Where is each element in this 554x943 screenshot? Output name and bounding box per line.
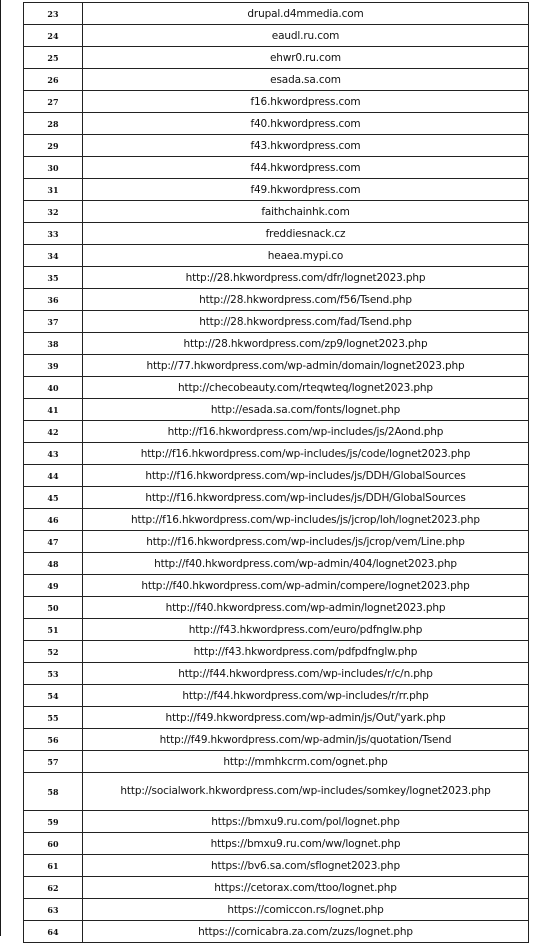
table-row	[24, 531, 529, 553]
row-url: https://bmxu9.ru.com/pol/lognet.php	[83, 811, 529, 833]
row-url: http://esada.sa.com/fonts/lognet.php	[83, 399, 529, 421]
table-row	[24, 25, 529, 47]
table-row	[24, 91, 529, 113]
table-row	[24, 685, 529, 707]
table-row	[24, 3, 529, 25]
row-number: 62	[24, 877, 83, 899]
row-url: http://f40.hkwordpress.com/wp-admin/lognet2023.php	[83, 597, 529, 619]
table-row	[24, 663, 529, 685]
row-number: 41	[24, 399, 83, 421]
table-row	[24, 751, 529, 773]
row-url: esada.sa.com	[83, 69, 529, 91]
row-url: http://77.hkwordpress.com/wp-admin/domain/lognet2023.php	[83, 355, 529, 377]
row-url: http://f49.hkwordpress.com/wp-admin/js/quotation/Tsend	[83, 729, 529, 751]
row-url: drupal.d4mmedia.com	[83, 3, 529, 25]
row-url: http://f40.hkwordpress.com/wp-admin/compere/lognet2023.php	[83, 575, 529, 597]
row-number: 59	[24, 811, 83, 833]
row-number: 30	[24, 157, 83, 179]
row-number: 50	[24, 597, 83, 619]
row-url: https://bv6.sa.com/sflognet2023.php	[83, 855, 529, 877]
url-table-body	[24, 3, 529, 943]
row-url: f49.hkwordpress.com	[83, 179, 529, 201]
table-row	[24, 855, 529, 877]
row-url: http://checobeauty.com/rteqwteq/lognet2023.php	[83, 377, 529, 399]
table-row	[24, 333, 529, 355]
row-number: 40	[24, 377, 83, 399]
row-url: f40.hkwordpress.com	[83, 113, 529, 135]
row-number: 52	[24, 641, 83, 663]
row-number: 26	[24, 69, 83, 91]
table-row	[24, 267, 529, 289]
table-row	[24, 707, 529, 729]
row-number: 44	[24, 465, 83, 487]
table-row	[24, 69, 529, 91]
row-number: 25	[24, 47, 83, 69]
row-url: http://f44.hkwordpress.com/wp-includes/r/c/n.php	[83, 663, 529, 685]
row-url: freddiesnack.cz	[83, 223, 529, 245]
row-url: http://f43.hkwordpress.com/euro/pdfnglw.php	[83, 619, 529, 641]
row-number: 63	[24, 899, 83, 921]
table-row	[24, 47, 529, 69]
table-row	[24, 245, 529, 267]
table-row	[24, 377, 529, 399]
row-url: http://f16.hkwordpress.com/wp-includes/js/DDH/GlobalSources	[83, 465, 529, 487]
page-left-edge	[0, 0, 1, 936]
row-url: http://28.hkwordpress.com/zp9/lognet2023.php	[83, 333, 529, 355]
table-row	[24, 179, 529, 201]
row-url	[83, 773, 529, 811]
table-row	[24, 619, 529, 641]
row-url: http://f16.hkwordpress.com/wp-includes/js/jcrop/loh/lognet2023.php	[83, 509, 529, 531]
row-number: 48	[24, 553, 83, 575]
row-number: 37	[24, 311, 83, 333]
row-number: 27	[24, 91, 83, 113]
row-url: http://f16.hkwordpress.com/wp-includes/js/code/lognet2023.php	[83, 443, 529, 465]
row-number: 54	[24, 685, 83, 707]
row-number: 60	[24, 833, 83, 855]
row-url: http://28.hkwordpress.com/dfr/lognet2023.php	[83, 267, 529, 289]
row-url: f44.hkwordpress.com	[83, 157, 529, 179]
row-number: 58	[24, 773, 83, 811]
table-row	[24, 575, 529, 597]
table-row	[24, 311, 529, 333]
row-url-text: http://socialwork.hkwordpress.com/wp-includes/somkey/lognet2023.php	[120, 785, 491, 797]
row-number: 39	[24, 355, 83, 377]
row-number: 36	[24, 289, 83, 311]
row-number: 33	[24, 223, 83, 245]
table-row	[24, 399, 529, 421]
row-number: 47	[24, 531, 83, 553]
row-url: http://f16.hkwordpress.com/wp-includes/js/jcrop/vem/Line.php	[83, 531, 529, 553]
table-row	[24, 157, 529, 179]
row-url: https://comiccon.rs/lognet.php	[83, 899, 529, 921]
table-row	[24, 465, 529, 487]
table-row	[24, 773, 529, 811]
table-row	[24, 597, 529, 619]
row-url: https://cetorax.com/ttoo/lognet.php	[83, 877, 529, 899]
table-row	[24, 877, 529, 899]
table-row	[24, 201, 529, 223]
row-url: http://28.hkwordpress.com/fad/Tsend.php	[83, 311, 529, 333]
table-row	[24, 135, 529, 157]
row-url: http://f16.hkwordpress.com/wp-includes/js/DDH/GlobalSources	[83, 487, 529, 509]
row-url: http://f43.hkwordpress.com/pdfpdfnglw.php	[83, 641, 529, 663]
row-number: 34	[24, 245, 83, 267]
table-row	[24, 113, 529, 135]
row-url: https://bmxu9.ru.com/ww/lognet.php	[83, 833, 529, 855]
row-number: 45	[24, 487, 83, 509]
table-row	[24, 509, 529, 531]
row-url: https://cornicabra.za.com/zuzs/lognet.php	[83, 921, 529, 943]
row-number: 61	[24, 855, 83, 877]
table-row	[24, 487, 529, 509]
table-row	[24, 811, 529, 833]
row-number: 29	[24, 135, 83, 157]
row-url: ehwr0.ru.com	[83, 47, 529, 69]
row-number: 57	[24, 751, 83, 773]
row-url: http://f44.hkwordpress.com/wp-includes/r/rr.php	[83, 685, 529, 707]
row-number: 32	[24, 201, 83, 223]
row-url: f16.hkwordpress.com	[83, 91, 529, 113]
table-row	[24, 355, 529, 377]
row-number: 31	[24, 179, 83, 201]
row-number: 55	[24, 707, 83, 729]
table-row	[24, 899, 529, 921]
row-number: 42	[24, 421, 83, 443]
row-number: 51	[24, 619, 83, 641]
row-url: http://mmhkcrm.com/ognet.php	[83, 751, 529, 773]
row-number: 35	[24, 267, 83, 289]
row-number: 43	[24, 443, 83, 465]
row-url: heaea.mypi.co	[83, 245, 529, 267]
row-number: 23	[24, 3, 83, 25]
row-number: 49	[24, 575, 83, 597]
row-url: f43.hkwordpress.com	[83, 135, 529, 157]
row-number: 38	[24, 333, 83, 355]
table-row	[24, 421, 529, 443]
row-url: http://f40.hkwordpress.com/wp-admin/404/lognet2023.php	[83, 553, 529, 575]
table-row	[24, 289, 529, 311]
table-row	[24, 729, 529, 751]
table-row	[24, 223, 529, 245]
row-number: 28	[24, 113, 83, 135]
table-row	[24, 553, 529, 575]
row-url: http://28.hkwordpress.com/f56/Tsend.php	[83, 289, 529, 311]
row-url: eaudl.ru.com	[83, 25, 529, 47]
table-row	[24, 443, 529, 465]
row-number: 24	[24, 25, 83, 47]
row-number: 53	[24, 663, 83, 685]
table-row	[24, 641, 529, 663]
table-row	[24, 833, 529, 855]
row-number: 46	[24, 509, 83, 531]
row-url: faithchainhk.com	[83, 201, 529, 223]
row-url: http://f16.hkwordpress.com/wp-includes/js/2Aond.php	[83, 421, 529, 443]
row-url: http://f49.hkwordpress.com/wp-admin/js/Out/'yark.php	[83, 707, 529, 729]
row-number: 56	[24, 729, 83, 751]
url-table	[23, 2, 529, 943]
table-row	[24, 921, 529, 943]
row-number: 64	[24, 921, 83, 943]
